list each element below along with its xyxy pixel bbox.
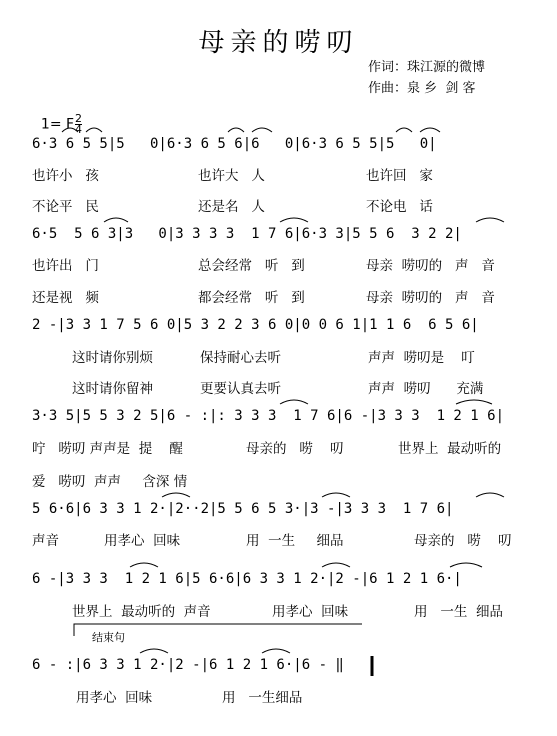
lyric-line-10b: 用孝心 回味 [272,604,349,620]
lyric-line-9d: 母亲的 唠 叨 [414,533,512,549]
lyric-line-8a: 爱 唠叨 声声 含深 情 [32,474,188,490]
notation-line-6: 6 -|3 3 3 1 2 1 6|5 6·6|6 3 3 1 2·|2 -|6 1 2 1 6·| [32,571,462,587]
composer-credit: 作曲：泉 乡 剑 客 [368,81,476,96]
lyric-line-6a: 这时请你留神 [72,381,153,397]
slur [396,128,412,132]
lyric-line-2b: 还是名 人 [198,199,265,215]
slur [322,493,350,497]
slur [280,400,308,404]
lyricist-credit: 作词：珠江源的微博 [368,60,486,75]
lyric-line-4a: 还是视 频 [32,290,99,306]
lyric-line-4b: 都会经常 听 到 [198,290,305,306]
notation-line-7: 6 - :|6 3 3 1 2·|2 -|6 1 2 1 6·|6 - ‖ [32,657,344,673]
slur [104,218,128,222]
lyric-line-2c: 不论电 话 [366,199,433,215]
time-sig-denominator: 4 [75,123,83,136]
lyric-line-9b: 用孝心 回味 [104,533,181,549]
lyric-line-2a: 不论平 民 [32,199,99,215]
lyric-line-7a: 咛 唠叨 声声是 提 醒 [32,441,183,457]
lyric-line-7c: 世界上 最动听的 [398,441,502,457]
lyric-line-11a: 用孝心 回味 [76,690,153,706]
slur [476,493,504,497]
ending-bracket [74,624,362,636]
notation-line-2: 6·5 5 6 3|3 0|3 3 3 3 1 7 6|6·3 3|5 5 6 3 2 2| [32,226,462,242]
lyric-line-1c: 也许回 家 [366,168,433,184]
ending-label: 结束句 [92,631,125,644]
notation-line-1: 6·3 6 5 5|5 0|6·3 6 5 6|6 0|6·3 6 5 5|5 0| [32,136,437,152]
notation-line-4: 3·3 5|5 5 3 2 5|6 - :|: 3 3 3 1 7 6|6 -|3 3 3 1 2 1 6| [32,408,505,424]
slur [130,563,158,567]
notation-line-5: 5 6·6|6 3 3 1 2·|2··2|5 5 6 5 3·|3 -|3 3 3 1 7 6| [32,501,454,517]
lyric-line-5a: 这时请你别烦 [72,350,153,366]
slur [280,218,308,222]
lyric-line-9c: 用 一生 细品 [246,533,344,549]
key-label: 1= F [40,116,75,133]
lyric-line-4c: 母亲 唠叨的 声 音 [366,290,495,306]
lyric-line-5b: 保持耐心去听 [200,350,281,366]
notation-line-3: 2 -|3 3 1 7 5 6 0|5 3 2 2 3 6 0|0 0 6 1|1 1 6 6 5 6| [32,317,479,333]
lyric-line-5c: 声声 唠叨是 叮 [368,350,475,366]
lyric-line-11b: 用 一生细品 [222,690,303,706]
slur [252,128,272,132]
lyric-line-1a: 也许小 孩 [32,168,99,184]
lyric-line-1b: 也许大 人 [198,168,265,184]
song-title: 母亲的唠叨 [198,28,359,58]
slur [322,563,350,567]
slur [476,218,504,222]
slur [86,128,102,132]
lyric-line-6c: 声声 唠叨 充满 [368,381,484,397]
lyric-line-7b: 母亲的 唠 叨 [246,441,344,457]
lyric-line-6b: 更要认真去听 [200,381,281,397]
slur [62,128,78,132]
lyric-line-3a: 也许出 门 [32,258,99,274]
slur [228,128,244,132]
slur [140,649,168,653]
time-sig-numerator: 2 [75,112,83,125]
lyric-line-3b: 总会经常 听 到 [198,258,305,274]
slur [262,649,290,653]
lyric-line-3c: 母亲 唠叨的 声 音 [366,258,495,274]
lyric-line-9a: 声音 [32,533,59,549]
slur [420,128,440,132]
slur [456,400,492,404]
lyric-line-10a: 世界上 最动听的 声音 [72,604,211,620]
slur [162,493,190,497]
lyric-line-10c: 用 一生 细品 [414,604,503,620]
slur [450,563,482,567]
